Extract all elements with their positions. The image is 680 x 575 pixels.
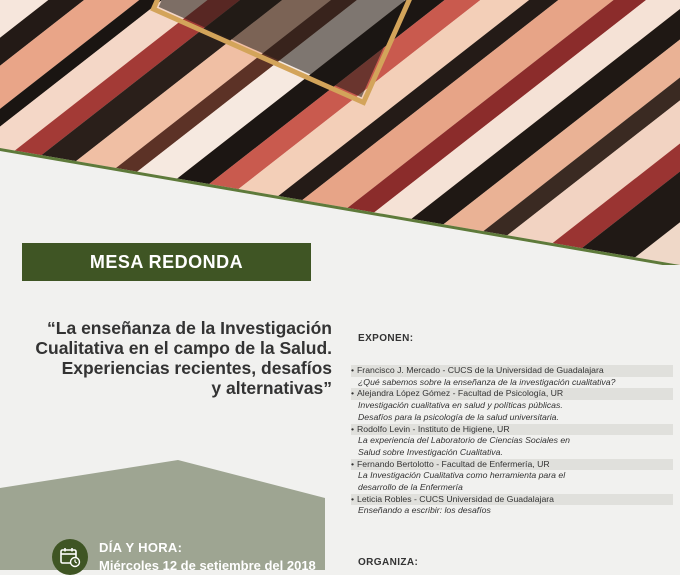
speaker-item [351, 424, 673, 459]
speaker-topic: ¿Qué sabemos sobre la enseñanza de la investigación cualitativa? [358, 376, 616, 387]
speaker-topic: La Investigación Cualitativa como herramienta para el [358, 470, 566, 481]
title-line: Cualitativa en el campo de la Salud. [35, 338, 332, 358]
speaker-item [351, 459, 673, 494]
speaker-name: • Alejandra López Gómez - Facultad de Psicología, UR [351, 388, 673, 400]
speaker-name: • Fernando Bertolotto - Facultad de Enfermería, UR [351, 459, 673, 471]
speaker-topic: Desafíos para la psicología de la salud universitaria. [358, 411, 559, 422]
title-line: y alternativas” [211, 378, 332, 398]
speaker-topic: Salud sobre Investigación Cualitativa. [358, 446, 503, 457]
speaker-topic: La experiencia del Laboratorio de Ciencias Sociales en [358, 435, 571, 446]
speakers-list [351, 365, 673, 517]
speaker-topic: desarrollo de la Enfermería [358, 482, 463, 493]
event-title [10, 318, 332, 398]
decorative-banner-artwork [0, 0, 680, 265]
speaker-name: • Rodolfo Levin - Instituto de Higiene, UR [351, 424, 673, 436]
speaker-item [351, 494, 673, 517]
speaker-item [351, 388, 673, 423]
title-line: “La enseñanza de la Investigación [47, 318, 332, 338]
schedule-label: DÍA Y HORA: [99, 540, 183, 555]
speaker-topic: Enseñando a escribir: los desafíos [358, 505, 491, 516]
abstract-stripes-illustration [0, 0, 680, 265]
speaker-topic: Investigación cualitativa en salud y políticas públicas. [358, 400, 563, 411]
event-type-banner [22, 243, 311, 281]
speaker-item [351, 365, 673, 388]
speaker-name: • Francisco J. Mercado - CUCS de la Universidad de Guadalajara [351, 365, 673, 377]
speakers-heading: EXPONEN: [358, 333, 414, 344]
title-line: Experiencias recientes, desafíos [61, 358, 332, 378]
organizer-heading: ORGANIZA: [358, 557, 419, 568]
speaker-name: • Leticia Robles - CUCS Universidad de Guadalajara [351, 494, 673, 506]
event-type-label: MESA REDONDA [89, 251, 244, 272]
schedule-date: Miércoles 12 de setiembre del 2018 [99, 558, 316, 573]
